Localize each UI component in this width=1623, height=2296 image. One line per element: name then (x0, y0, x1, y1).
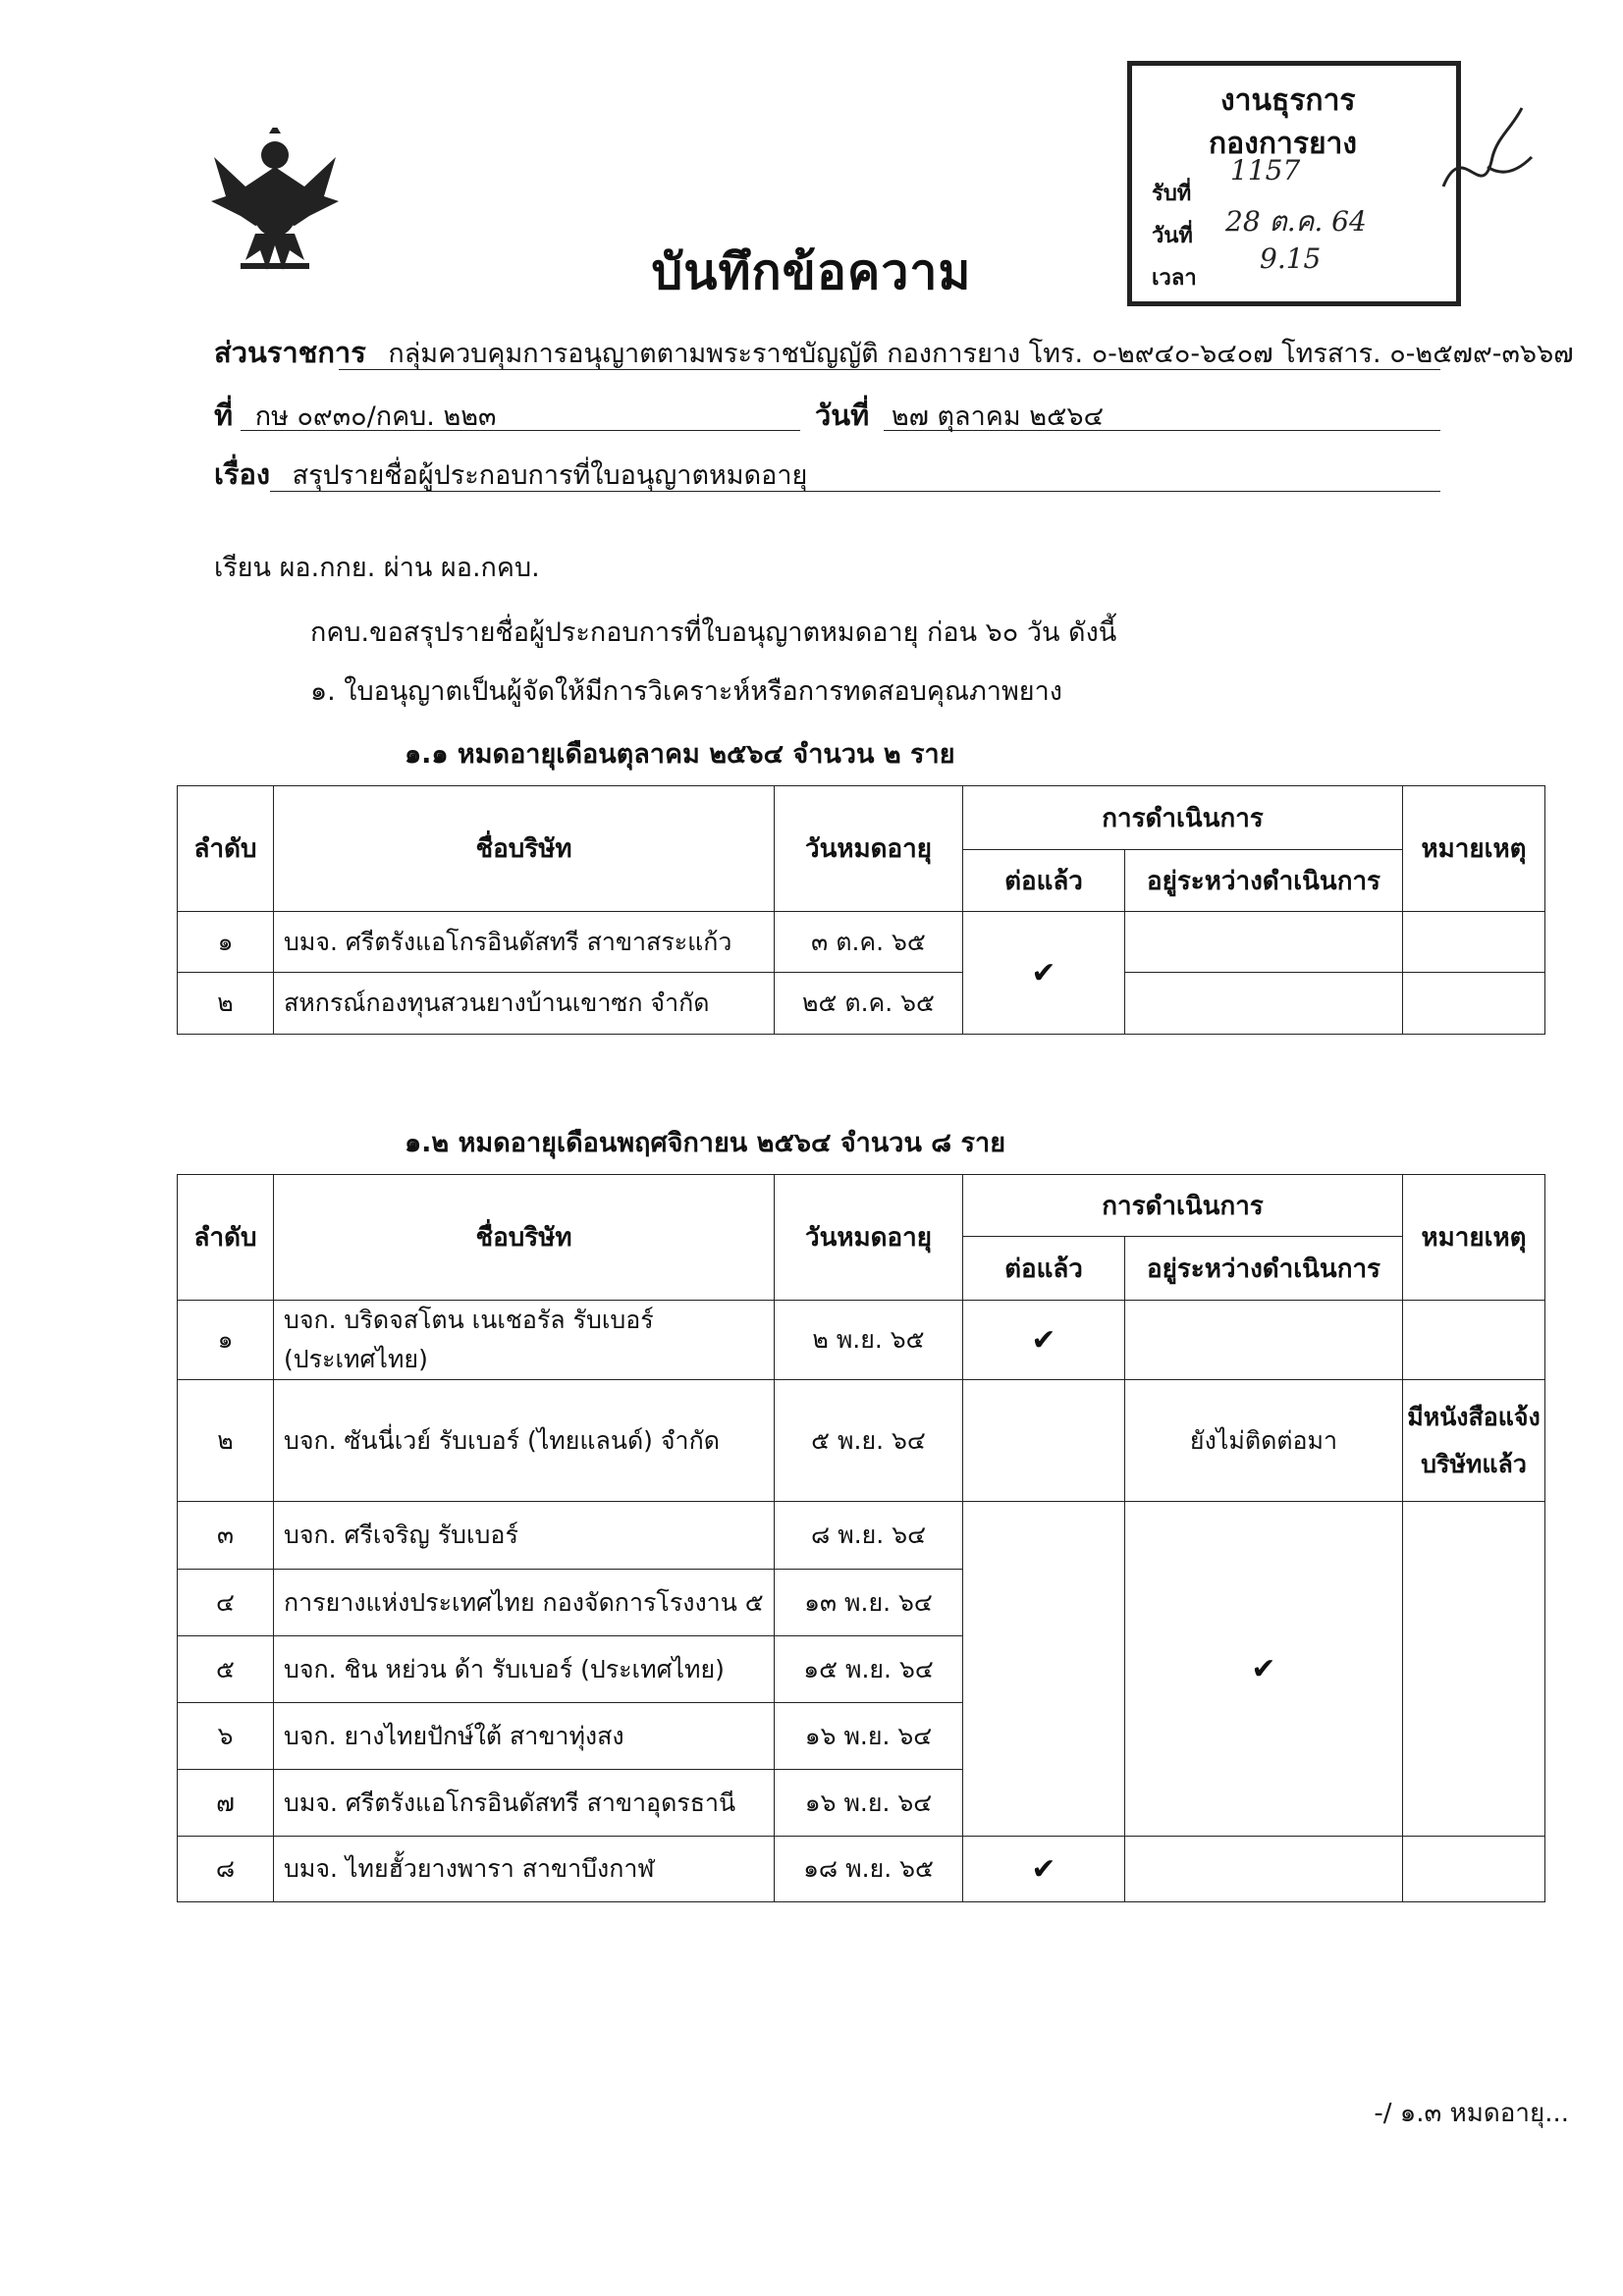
cell-in-progress (1125, 912, 1403, 973)
col-header-expiry: วันหมดอายุ (775, 786, 963, 912)
cell-expiry: ๑๕ พ.ย. ๖๔ (775, 1636, 963, 1703)
col-header-remark: หมายเหตุ (1403, 1175, 1545, 1301)
col-header-action: การดำเนินการ (963, 1175, 1403, 1237)
cell-no: ๑ (178, 1301, 274, 1380)
table-row (178, 1502, 1545, 1570)
stamp-time-label: เวลา (1152, 266, 1197, 291)
cell-expiry: ๑๖ พ.ย. ๖๔ (775, 1770, 963, 1837)
col-header-expiry: วันหมดอายุ (775, 1175, 963, 1301)
table-1-heading: ๑.๑ หมดอายุเดือนตุลาคม ๒๕๖๔ จำนวน ๒ ราย (405, 739, 955, 770)
table-row (178, 973, 1545, 1035)
cell-expiry: ๑๘ พ.ย. ๖๕ (775, 1837, 963, 1902)
cell-company: บจก. ชิน หย่วน ด้า รับเบอร์ (ประเทศไทย) (274, 1636, 775, 1703)
cell-company: สหกรณ์กองทุนสวนยางบ้านเขาซก จำกัด (274, 973, 775, 1035)
page-title: บันทึกข้อความ (651, 243, 972, 300)
subject-underline (270, 491, 1440, 492)
date-value: ๒๗ ตุลาคม ๒๕๖๔ (891, 401, 1104, 432)
cell-expiry: ๑๖ พ.ย. ๖๔ (775, 1703, 963, 1770)
col-header-remark: หมายเหตุ (1403, 786, 1545, 912)
cell-company: บจก. ซันนี่เวย์ รับเบอร์ (ไทยแลนด์) จำกัด (274, 1380, 775, 1502)
cell-expiry: ๑๓ พ.ย. ๖๔ (775, 1570, 963, 1636)
cell-remark (1403, 1301, 1545, 1380)
stamp-recv-value: 1157 (1230, 154, 1301, 187)
stamp-line-2: กองการยาง (1209, 127, 1358, 161)
stamp-date-label: วันที่ (1152, 224, 1193, 248)
cell-in-progress (1125, 1301, 1403, 1380)
cell-company: การยางแห่งประเทศไทย กองจัดการโรงงาน ๕ (274, 1570, 775, 1636)
ref-field (214, 393, 497, 438)
cell-expiry: ๒๕ ต.ค. ๖๕ (775, 973, 963, 1035)
cell-remark (1403, 1502, 1545, 1837)
cell-expiry: ๒ พ.ย. ๖๕ (775, 1301, 963, 1380)
cell-company: บมจ. ไทยฮั้วยางพารา สาขาบึงกาฬ (274, 1837, 775, 1902)
ref-underline (241, 430, 800, 431)
cell-remark (1403, 973, 1545, 1035)
table-1 (177, 785, 1545, 1035)
cell-in-progress (1125, 1837, 1403, 1902)
cell-company: บจก. ยางไทยปักษ์ใต้ สาขาทุ่งสง (274, 1703, 775, 1770)
subject-label: เรื่อง (214, 457, 271, 491)
table-row (178, 1837, 1545, 1902)
col-header-in-progress: อยู่ระหว่างดำเนินการ (1125, 1237, 1403, 1301)
agency-label: ส่วนราชการ (214, 336, 366, 369)
cell-in-progress (1125, 973, 1403, 1035)
table-row (178, 912, 1545, 973)
cell-no: ๒ (178, 973, 274, 1035)
cell-company: บมจ. ศรีตรังแอโกรอินดัสทรี สาขาสระแก้ว (274, 912, 775, 973)
date-label: วันที่ (815, 399, 870, 432)
col-header-company: ชื่อบริษัท (274, 786, 775, 912)
ref-value: กษ ๐๙๓๐/กคบ. ๒๒๓ (254, 401, 497, 432)
check-mark-icon: ✔ (963, 1837, 1125, 1902)
salutation: เรียน ผอ.กกย. ผ่าน ผอ.กคบ. (214, 553, 540, 583)
col-header-no: ลำดับ (178, 786, 274, 912)
cell-in-progress: ยังไม่ติดต่อมา (1125, 1380, 1403, 1502)
subject-value: สรุปรายชื่อผู้ประกอบการที่ใบอนุญาตหมดอายุ (292, 460, 808, 491)
agency-underline (339, 369, 1440, 370)
col-header-in-progress: อยู่ระหว่างดำเนินการ (1125, 850, 1403, 912)
cell-renewed (963, 1380, 1125, 1502)
check-mark-icon: ✔ (963, 912, 1125, 1035)
stamp-recv-label: รับที่ (1152, 182, 1192, 206)
cell-company: บมจ. ศรีตรังแอโกรอินดัสทรี สาขาอุดรธานี (274, 1770, 775, 1837)
col-header-renewed: ต่อแล้ว (963, 850, 1125, 912)
col-header-no: ลำดับ (178, 1175, 274, 1301)
cell-no: ๕ (178, 1636, 274, 1703)
table-row (178, 1380, 1545, 1502)
date-underline (884, 430, 1440, 431)
stamp-line-1: งานธุรการ (1220, 83, 1356, 118)
col-header-action: การดำเนินการ (963, 786, 1403, 850)
check-mark-icon: ✔ (963, 1301, 1125, 1380)
table-2-heading: ๑.๒ หมดอายุเดือนพฤศจิกายน ๒๕๖๔ จำนวน ๘ ราย (405, 1128, 1006, 1158)
table-row (178, 1301, 1545, 1380)
intro-paragraph: กคบ.ขอสรุปรายชื่อผู้ประกอบการที่ใบอนุญาตหมดอายุ ก่อน ๖๐ วัน ดังนี้ (310, 617, 1117, 648)
cell-no: ๓ (178, 1502, 274, 1570)
date-field (815, 393, 1104, 438)
stamp-date-value: 28 ต.ค. 64 (1225, 205, 1367, 238)
cell-remark (1403, 1837, 1545, 1902)
cell-remark: มีหนังสือแจ้งบริษัทแล้ว (1403, 1380, 1545, 1502)
cell-remark (1403, 912, 1545, 973)
section-1-heading: ๑. ใบอนุญาตเป็นผู้จัดให้มีการวิเคราะห์หรือการทดสอบคุณภาพยาง (310, 676, 1062, 707)
agency-value: กลุ่มควบคุมการอนุญาตตามพระราชบัญญัติ กองการยาง โทร. ๐-๒๙๔๐-๖๔๐๗ โทรสาร. ๐-๒๕๗๙-๓๖๖๗ (388, 339, 1574, 369)
cell-expiry: ๕ พ.ย. ๖๔ (775, 1380, 963, 1502)
cell-company: บจก. ศรีเจริญ รับเบอร์ (274, 1502, 775, 1570)
cell-expiry: ๓ ต.ค. ๖๕ (775, 912, 963, 973)
ref-label: ที่ (214, 399, 234, 432)
cell-no: ๘ (178, 1837, 274, 1902)
table-2 (177, 1174, 1545, 1902)
col-header-renewed: ต่อแล้ว (963, 1237, 1125, 1301)
cell-no: ๒ (178, 1380, 274, 1502)
cell-renewed (963, 1502, 1125, 1837)
continuation-footer: -/ ๑.๓ หมดอายุ... (1374, 2099, 1569, 2128)
cell-expiry: ๘ พ.ย. ๖๔ (775, 1502, 963, 1570)
cell-no: ๖ (178, 1703, 274, 1770)
signature-scribble (1434, 98, 1542, 216)
cell-no: ๑ (178, 912, 274, 973)
cell-no: ๗ (178, 1770, 274, 1837)
cell-company: บจก. บริดจสโตน เนเชอรัล รับเบอร์ (ประเทศไทย) (274, 1301, 775, 1380)
check-mark-icon: ✔ (1125, 1502, 1403, 1837)
cell-no: ๔ (178, 1570, 274, 1636)
col-header-company: ชื่อบริษัท (274, 1175, 775, 1301)
stamp-time-value: 9.15 (1260, 242, 1322, 275)
